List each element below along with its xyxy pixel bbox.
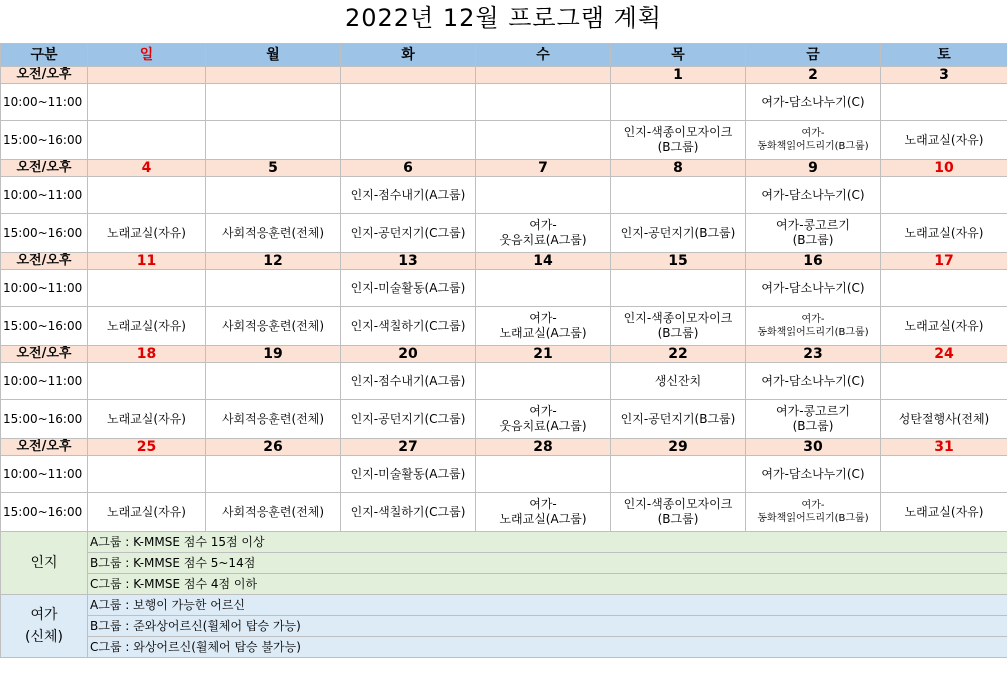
program-cell: 노래교실(자유) xyxy=(88,493,206,532)
legend-row xyxy=(1,616,1007,637)
program-cell xyxy=(881,270,1007,307)
program-cell: 여가- 웃음치료(A그룹) xyxy=(476,400,611,439)
legend-row xyxy=(1,553,1007,574)
am-row xyxy=(1,270,1007,307)
program-cell: 인지-공던지기(B그룹) xyxy=(611,400,746,439)
am-row xyxy=(1,456,1007,493)
header-day: 화 xyxy=(341,44,476,67)
program-cell: 여가- 동화책읽어드리기(B그룹) xyxy=(746,307,881,346)
am-row xyxy=(1,84,1007,121)
date-cell: 4 xyxy=(88,160,206,177)
date-row xyxy=(1,253,1007,270)
date-cell: 27 xyxy=(341,439,476,456)
program-cell xyxy=(88,456,206,493)
program-cell: 사회적응훈련(전체) xyxy=(206,493,341,532)
program-cell xyxy=(611,177,746,214)
program-cell: 인지-색종이모자이크 (B그룹) xyxy=(611,493,746,532)
program-cell xyxy=(881,177,1007,214)
date-cell xyxy=(206,67,341,84)
program-cell: 인지-색종이모자이크 (B그룹) xyxy=(611,307,746,346)
date-cell: 3 xyxy=(881,67,1007,84)
program-cell: 노래교실(자유) xyxy=(881,214,1007,253)
program-cell: 여가- 동화책읽어드리기(B그룹) xyxy=(746,121,881,160)
program-cell: 사회적응훈련(전체) xyxy=(206,307,341,346)
date-cell: 21 xyxy=(476,346,611,363)
header-day: 수 xyxy=(476,44,611,67)
program-cell: 인지-공던지기(C그룹) xyxy=(341,214,476,253)
program-cell xyxy=(476,456,611,493)
program-cell xyxy=(476,84,611,121)
time-cell: 10:00~11:00 xyxy=(1,84,88,121)
time-cell: 10:00~11:00 xyxy=(1,177,88,214)
program-cell xyxy=(881,84,1007,121)
program-cell xyxy=(206,177,341,214)
ampm-label: 오전/오후 xyxy=(1,439,88,456)
time-cell: 10:00~11:00 xyxy=(1,270,88,307)
date-cell: 7 xyxy=(476,160,611,177)
program-cell xyxy=(476,177,611,214)
program-cell: 여가- 노래교실(A그룹) xyxy=(476,307,611,346)
program-cell: 노래교실(자유) xyxy=(881,493,1007,532)
program-cell: 노래교실(자유) xyxy=(88,400,206,439)
program-cell: 노래교실(자유) xyxy=(881,121,1007,160)
legend-category: 여가 (신체) xyxy=(1,595,88,658)
am-row xyxy=(1,177,1007,214)
program-cell: 생신잔치 xyxy=(611,363,746,400)
date-cell: 18 xyxy=(88,346,206,363)
date-cell: 31 xyxy=(881,439,1007,456)
date-row xyxy=(1,67,1007,84)
time-cell: 10:00~11:00 xyxy=(1,456,88,493)
date-cell: 9 xyxy=(746,160,881,177)
date-cell: 14 xyxy=(476,253,611,270)
program-cell: 인지-미술활동(A그룹) xyxy=(341,456,476,493)
page-title: 2022년 12월 프로그램 계획 xyxy=(345,4,662,32)
date-cell: 28 xyxy=(476,439,611,456)
date-cell: 30 xyxy=(746,439,881,456)
program-cell xyxy=(611,270,746,307)
legend-row xyxy=(1,532,1007,553)
program-cell xyxy=(881,363,1007,400)
header-category: 구분 xyxy=(1,44,88,67)
program-cell xyxy=(476,270,611,307)
header-row xyxy=(1,44,1007,67)
program-cell xyxy=(206,121,341,160)
date-cell: 10 xyxy=(881,160,1007,177)
ampm-label: 오전/오후 xyxy=(1,67,88,84)
date-cell: 12 xyxy=(206,253,341,270)
program-cell: 여가-담소나누기(C) xyxy=(746,456,881,493)
date-cell: 22 xyxy=(611,346,746,363)
date-cell: 20 xyxy=(341,346,476,363)
program-cell xyxy=(611,456,746,493)
program-cell xyxy=(476,363,611,400)
legend-row xyxy=(1,637,1007,658)
legend-item: C그룹 : K-MMSE 점수 4점 이하 xyxy=(88,574,1007,595)
time-cell: 15:00~16:00 xyxy=(1,307,88,346)
program-cell xyxy=(206,270,341,307)
program-cell xyxy=(881,456,1007,493)
program-cell: 인지-공던지기(B그룹) xyxy=(611,214,746,253)
program-cell: 여가-담소나누기(C) xyxy=(746,270,881,307)
program-cell: 인지-점수내기(A그룹) xyxy=(341,363,476,400)
program-cell xyxy=(206,84,341,121)
program-cell: 여가-콩고르기 (B그룹) xyxy=(746,214,881,253)
time-cell: 15:00~16:00 xyxy=(1,400,88,439)
date-cell: 16 xyxy=(746,253,881,270)
pm-row xyxy=(1,307,1007,346)
program-cell xyxy=(88,363,206,400)
header-day: 월 xyxy=(206,44,341,67)
date-cell xyxy=(88,67,206,84)
time-cell: 10:00~11:00 xyxy=(1,363,88,400)
program-cell xyxy=(341,84,476,121)
program-cell: 노래교실(자유) xyxy=(88,214,206,253)
program-cell: 여가-담소나누기(C) xyxy=(746,363,881,400)
program-cell: 노래교실(자유) xyxy=(88,307,206,346)
pm-row xyxy=(1,493,1007,532)
header-day: 목 xyxy=(611,44,746,67)
date-cell: 1 xyxy=(611,67,746,84)
program-cell: 여가- 동화책읽어드리기(B그룹) xyxy=(746,493,881,532)
header-day: 일 xyxy=(88,44,206,67)
date-cell: 11 xyxy=(88,253,206,270)
legend-item: B그룹 : 준와상어르신(휠체어 탑승 가능) xyxy=(88,616,1007,637)
date-cell: 26 xyxy=(206,439,341,456)
legend-row xyxy=(1,574,1007,595)
date-cell: 6 xyxy=(341,160,476,177)
program-cell: 노래교실(자유) xyxy=(881,307,1007,346)
date-cell: 5 xyxy=(206,160,341,177)
program-cell: 사회적응훈련(전체) xyxy=(206,400,341,439)
date-row xyxy=(1,160,1007,177)
pm-row xyxy=(1,214,1007,253)
pm-row xyxy=(1,121,1007,160)
legend-item: A그룹 : 보행이 가능한 어르신 xyxy=(88,595,1007,616)
program-cell xyxy=(88,270,206,307)
date-cell: 29 xyxy=(611,439,746,456)
date-cell xyxy=(476,67,611,84)
program-cell: 여가- 웃음치료(A그룹) xyxy=(476,214,611,253)
date-cell: 8 xyxy=(611,160,746,177)
date-cell: 19 xyxy=(206,346,341,363)
date-cell: 13 xyxy=(341,253,476,270)
legend-row xyxy=(1,595,1007,616)
program-cell: 인지-색종이모자이크 (B그룹) xyxy=(611,121,746,160)
program-cell: 인지-점수내기(A그룹) xyxy=(341,177,476,214)
date-cell: 15 xyxy=(611,253,746,270)
program-cell: 인지-공던지기(C그룹) xyxy=(341,400,476,439)
program-cell: 인지-색칠하기(C그룹) xyxy=(341,493,476,532)
program-cell: 여가-담소나누기(C) xyxy=(746,177,881,214)
ampm-label: 오전/오후 xyxy=(1,346,88,363)
time-cell: 15:00~16:00 xyxy=(1,493,88,532)
program-cell xyxy=(476,121,611,160)
date-cell: 25 xyxy=(88,439,206,456)
program-cell xyxy=(611,84,746,121)
date-cell: 2 xyxy=(746,67,881,84)
legend-item: C그룹 : 와상어르신(휠체어 탑승 불가능) xyxy=(88,637,1007,658)
date-cell: 17 xyxy=(881,253,1007,270)
program-cell xyxy=(341,121,476,160)
program-cell: 성탄절행사(전체) xyxy=(881,400,1007,439)
time-cell: 15:00~16:00 xyxy=(1,121,88,160)
program-cell xyxy=(88,177,206,214)
program-cell xyxy=(88,121,206,160)
legend-item: B그룹 : K-MMSE 점수 5~14점 xyxy=(88,553,1007,574)
am-row xyxy=(1,363,1007,400)
date-cell: 24 xyxy=(881,346,1007,363)
program-cell xyxy=(88,84,206,121)
program-cell: 인지-색칠하기(C그룹) xyxy=(341,307,476,346)
header-day: 금 xyxy=(746,44,881,67)
ampm-label: 오전/오후 xyxy=(1,253,88,270)
program-cell: 여가-콩고르기 (B그룹) xyxy=(746,400,881,439)
program-cell: 여가-담소나누기(C) xyxy=(746,84,881,121)
program-schedule-table xyxy=(0,43,1007,658)
legend-category: 인지 xyxy=(1,532,88,595)
program-cell xyxy=(206,363,341,400)
pm-row xyxy=(1,400,1007,439)
header-day: 토 xyxy=(881,44,1007,67)
time-cell: 15:00~16:00 xyxy=(1,214,88,253)
ampm-label: 오전/오후 xyxy=(1,160,88,177)
date-cell xyxy=(341,67,476,84)
program-cell: 사회적응훈련(전체) xyxy=(206,214,341,253)
date-cell: 23 xyxy=(746,346,881,363)
program-cell: 여가- 노래교실(A그룹) xyxy=(476,493,611,532)
program-cell: 인지-미술활동(A그룹) xyxy=(341,270,476,307)
program-cell xyxy=(206,456,341,493)
date-row xyxy=(1,346,1007,363)
date-row xyxy=(1,439,1007,456)
legend-item: A그룹 : K-MMSE 점수 15점 이상 xyxy=(88,532,1007,553)
